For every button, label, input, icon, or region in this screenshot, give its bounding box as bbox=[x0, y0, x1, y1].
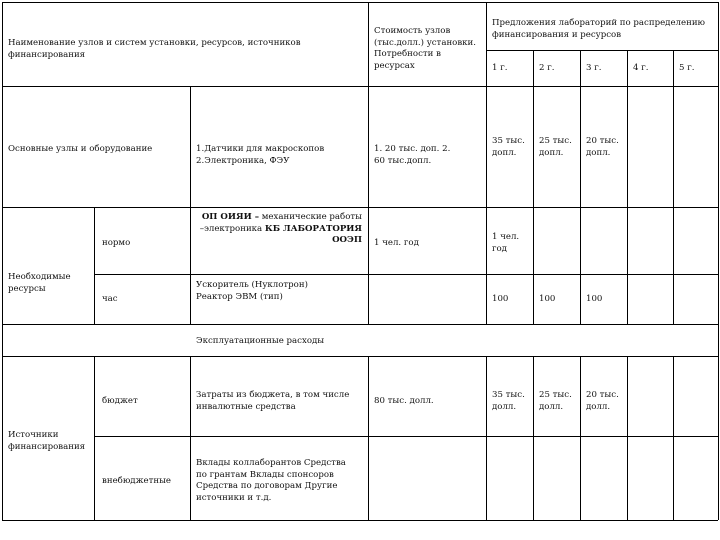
rule-years bbox=[486, 2, 487, 324]
resources-label: Необходимые ресурсы bbox=[8, 272, 71, 294]
rule-y2-b bbox=[533, 356, 534, 520]
rule-y3-b bbox=[580, 356, 581, 520]
rule-desc-2 bbox=[190, 356, 191, 520]
norm-label: нормо bbox=[102, 238, 131, 248]
rule-y2 bbox=[533, 50, 534, 324]
rule-y4 bbox=[627, 50, 628, 324]
header-year-4: 4 г. bbox=[633, 63, 649, 73]
rule-cost-2 bbox=[368, 356, 369, 520]
header-proposals: Предложения лабораторий по распределению финансирования и ресурсов bbox=[492, 18, 706, 40]
sources-label: Источники финансирования bbox=[8, 430, 86, 452]
rule-left bbox=[2, 2, 3, 520]
norm-year-1: 1 чел. год bbox=[492, 232, 520, 254]
rule-equipment-bottom bbox=[2, 207, 718, 208]
header-year-2: 2 г. bbox=[539, 63, 555, 73]
hour-year-1: 100 bbox=[492, 294, 509, 304]
header-name: Наименование узлов и систем установки, ресурсов, источников финансирования bbox=[8, 38, 301, 60]
rule-years-top bbox=[486, 50, 718, 51]
rule-sublabel bbox=[94, 207, 95, 324]
norm-description bbox=[196, 212, 362, 247]
rule-resources-bottom bbox=[2, 324, 718, 325]
offbudget-description: Вклады коллаборантов Средства по грантам Вклады спонсоров Средства по договорам Другие источники и т.д. bbox=[196, 458, 346, 503]
norm-cost: 1 чел. год bbox=[374, 238, 419, 248]
budget-cost: 80 тыс. долл. bbox=[374, 396, 434, 406]
header-year-3: 3 г. bbox=[586, 63, 602, 73]
rule-y5 bbox=[673, 50, 674, 324]
header-year-1: 1 г. bbox=[492, 63, 508, 73]
hour-year-2: 100 bbox=[539, 294, 556, 304]
budget-year-1: 35 тыс. долл. bbox=[492, 390, 525, 412]
budget-year-3: 20 тыс. долл. bbox=[586, 390, 619, 412]
rule-years-2 bbox=[486, 356, 487, 520]
rule-sublabel-2 bbox=[94, 356, 95, 520]
budget-year-2: 25 тыс. долл. bbox=[539, 390, 572, 412]
equipment-year-3: 20 тыс. допл. bbox=[586, 136, 619, 158]
rule-desc bbox=[190, 86, 191, 324]
header-year-5: 5 г. bbox=[679, 63, 695, 73]
hour-description: Ускоритель (Нуклотрон) Реактор ЭВМ (тип) bbox=[196, 280, 308, 302]
header-cost: Стоимость узлов (тыс.долл.) установки. Потребности в ресурсах bbox=[374, 26, 477, 71]
equipment-year-2: 25 тыс. допл. bbox=[539, 136, 572, 158]
rule-top bbox=[2, 2, 718, 3]
equipment-label: Основные узлы и оборудование bbox=[8, 144, 153, 154]
equipment-year-1: 35 тыс. допл. bbox=[492, 136, 525, 158]
norm-works: механические работы –электроника bbox=[199, 212, 362, 234]
rule-operating-bottom bbox=[2, 356, 718, 357]
rule-budget-bottom bbox=[94, 436, 718, 437]
budget-label: бюджет bbox=[102, 396, 138, 406]
rule-y3 bbox=[580, 50, 581, 324]
norm-org-1: ОП ОИЯИ – bbox=[201, 212, 259, 222]
rule-bottom bbox=[2, 520, 718, 521]
budget-description: Затраты из бюджета, в том числе инвалютные средства bbox=[196, 390, 350, 412]
rule-right bbox=[718, 2, 719, 520]
rule-norm-bottom bbox=[94, 274, 718, 275]
rule-header-bottom bbox=[2, 86, 718, 87]
equipment-items: 1.Датчики для макроскопов 2.Электроника, ФЭУ bbox=[196, 144, 325, 166]
norm-org-2: КБ ЛАБОРАТОРИЯ ООЭП bbox=[264, 223, 362, 245]
rule-y4-b bbox=[627, 356, 628, 520]
rule-cost bbox=[368, 2, 369, 324]
operating-label: Эксплуатационные расходы bbox=[196, 336, 325, 346]
hour-label: час bbox=[102, 294, 118, 304]
equipment-cost: 1. 20 тыс. доп. 2. 60 тыс.допл. bbox=[374, 144, 451, 166]
rule-y5-b bbox=[673, 356, 674, 520]
hour-year-3: 100 bbox=[586, 294, 603, 304]
offbudget-label: внебюджетные bbox=[102, 476, 171, 486]
